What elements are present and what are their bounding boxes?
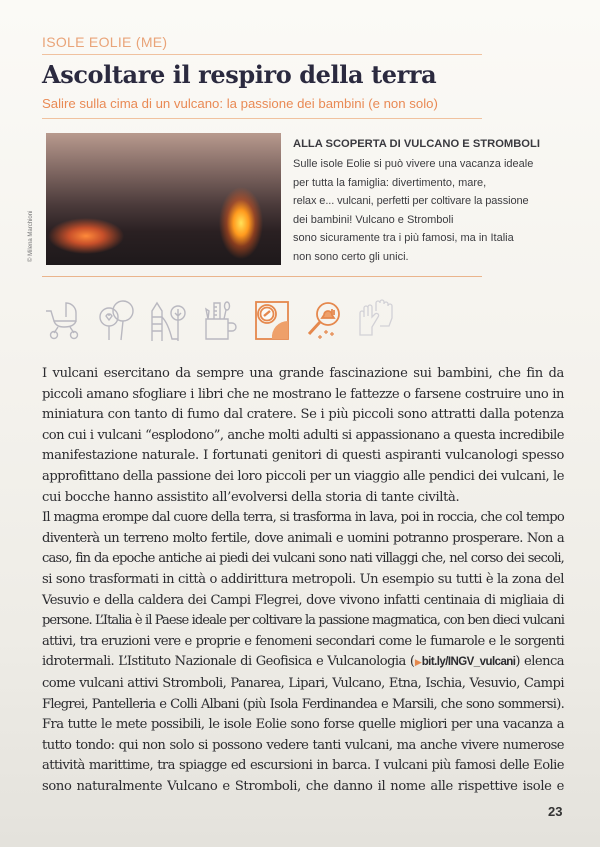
box-line: non sono certo gli unici. <box>293 250 409 263</box>
subtitle-divider <box>42 118 482 119</box>
box-divider <box>42 276 482 277</box>
body-line: manifestazione naturale. I fortunati genitori di questi aspiranti vulcanologi spesso <box>42 448 564 464</box>
page-number: 23 <box>548 804 563 819</box>
volcano-photo <box>46 133 281 265</box>
body-line: con cui i vulcani “esplodono”, anche molti adulti si appassionano a questa incredibile <box>42 427 564 443</box>
page-subtitle: Salire sulla cima di un vulcano: la passione dei bambini (e non solo) <box>42 96 438 111</box>
balloons-icon <box>96 299 136 341</box>
sidebar-box-text <box>293 155 533 267</box>
body-line: diventerà un terreno molto fertile, dove animali e uomini potranno prosperare. Non a <box>42 530 564 546</box>
box-line: Sulle isole Eolie si può vivere una vacanza ideale <box>293 158 534 170</box>
section-label: ISOLE EOLIE (ME) <box>42 34 168 50</box>
ingv-link[interactable]: bit.ly/INGV_vulcani <box>421 656 516 669</box>
playground-icon <box>148 299 188 341</box>
page-title: Ascoltare il respiro della terra <box>42 60 437 89</box>
box-line: sono sicuramente tra i più famosi, ma in Italia <box>293 232 514 245</box>
body-line: persone. L’Italia è il Paese ideale per coltivare la passione magmatica, con ben dieci vulcani <box>42 613 564 629</box>
body-line: Flegrei, Pantelleria e Colli Albani (più Isola Ferdinandea e Marsili, che sono sommersi). <box>42 696 564 712</box>
body-line: attività marittime, tra spiagge ed escursioni in barca. I vulcani più famosi delle Eolie <box>42 758 564 774</box>
body-line: cui bocche hanno assistito all’evolversi della storia di tante civiltà. <box>42 489 460 505</box>
body-line: miniatura con tanto di fumo dal cratere. Se i più piccoli sono attratti dalla potenza <box>42 407 564 423</box>
body-line: tutto tondo: qui non solo si possono vedere tanti vulcani, ma anche vivere numerose <box>42 737 564 753</box>
magnifier-snail-icon <box>304 299 344 341</box>
box-line: relax e... vulcani, perfetti per coltivare la passione <box>293 195 529 208</box>
body-line: Vesuvio e della caldera dei Campi Flegrei, dove vivono infatti centinaia di migliaia di <box>42 592 564 608</box>
box-line: per tutta la famiglia: divertimento, mare, <box>293 176 487 189</box>
stroller-icon <box>44 299 84 341</box>
section-divider <box>42 54 482 55</box>
category-icons <box>44 297 396 343</box>
compass-map-icon <box>252 299 292 341</box>
body-line: approfittano della passione dei loro piccoli per un viaggio alle pendici dei vulcani, le <box>42 468 564 484</box>
photo-credit: © Milena Marchioni <box>28 210 34 262</box>
link-arrow-icon: ▶ <box>414 658 422 669</box>
body-line: sono naturalmente Vulcano e Stromboli, che danno il nome alle rispettive isole e <box>42 778 564 794</box>
body-line: come vulcani attivi Stromboli, Panarea, Lipari, Vulcano, Etna, Ischia, Vesuvio, Campi <box>42 675 564 691</box>
box-line: dei bambini! Vulcano e Stromboli <box>293 213 454 226</box>
article-body <box>42 364 564 797</box>
body-line-with-link <box>42 652 564 674</box>
body-line: caso, fin da epoche antiche ai piedi dei vulcani sono nati villaggi che, nel corso dei secoli, <box>42 551 564 567</box>
body-line: attivi, tra eruzioni vere e proprie e fenomeni secondari come le fumarole e le sorgenti <box>42 633 564 649</box>
body-line: Fra tutte le mete possibili, le isole Eolie sono forse quelle migliori per una vacanza a <box>42 717 564 733</box>
hands-icon <box>356 299 396 341</box>
body-line: I vulcani esercitano da sempre una grande fascinazione sui bambini, che fin da <box>42 366 564 381</box>
link-suffix-text: ) elenca <box>515 654 564 670</box>
body-line: Il magma erompe dal cuore della terra, si trasforma in lava, poi in roccia, che col tempo <box>42 510 564 526</box>
sidebar-box-title: ALLA SCOPERTA DI VULCANO E STROMBOLI <box>293 138 540 150</box>
body-line: piccoli amano sfogliare i libri che ne mostrano le fattezze o farsene costruire uno in <box>42 386 564 402</box>
body-line: si sono trasformati in città o addirittura metropoli. Un esempio su tutti è la zona del <box>42 571 564 587</box>
link-prefix-text: idrotermali. L’Istituto Nazionale di Geofisica e Vulcanologia ( <box>42 654 415 670</box>
art-supplies-icon <box>200 299 240 341</box>
